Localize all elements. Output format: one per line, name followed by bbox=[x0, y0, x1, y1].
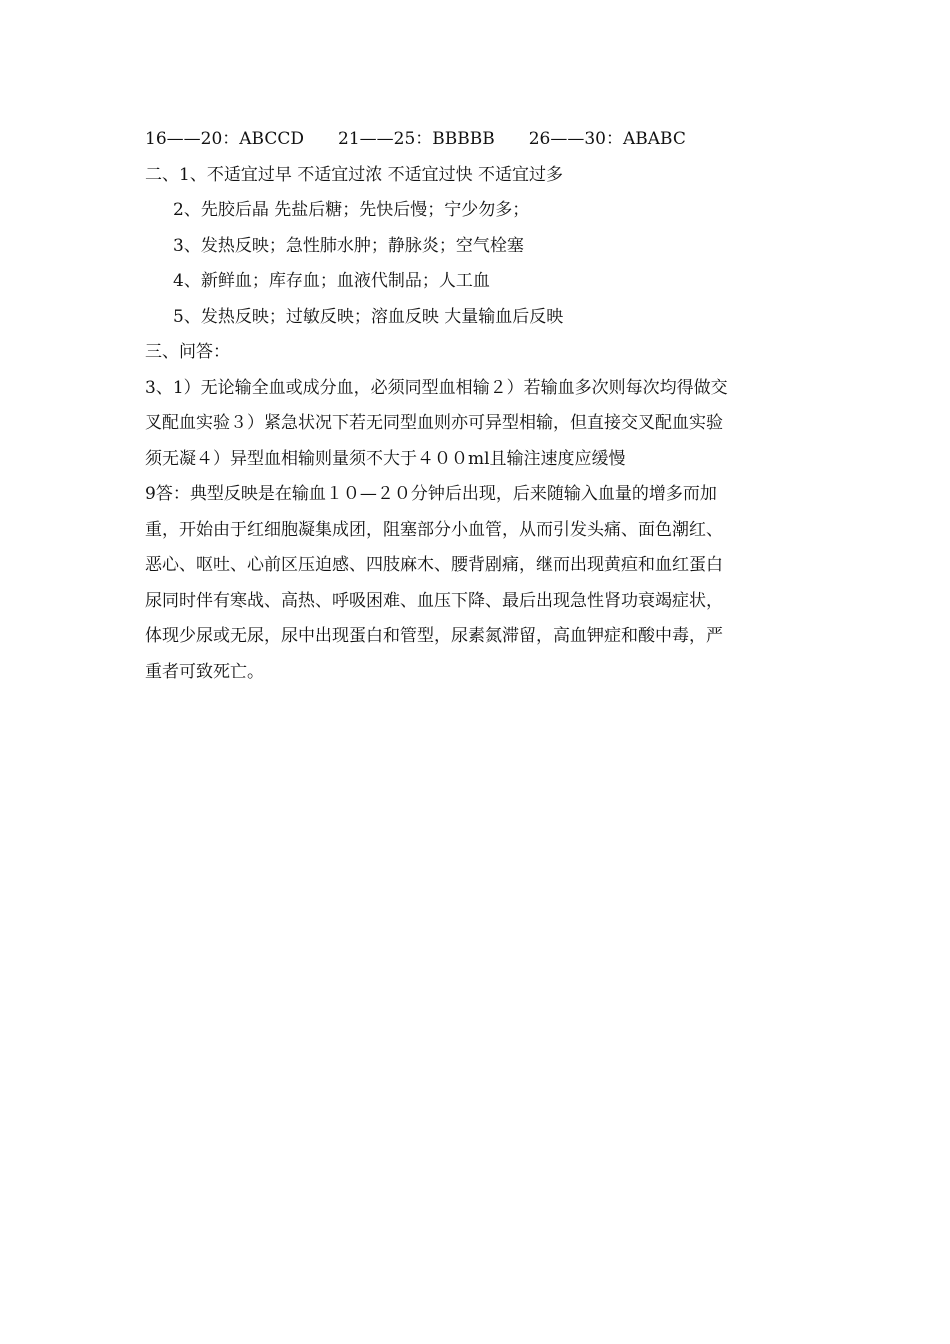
document-body bbox=[145, 122, 807, 690]
answer-q3-line: 须无凝４）异型血相输则量须不大于４００ml且输注速度应缓慢 bbox=[145, 448, 626, 469]
section2-item5: 5、发热反映；过敏反映；溶血反映 大量输血后反映 bbox=[173, 306, 564, 327]
answer-q9-line: 9答：典型反映是在输血１０—２０分钟后出现，后来随输入血量的增多而加 bbox=[145, 484, 717, 504]
section2-item2: 2、先胶后晶 先盐后糖；先快后慢；宁少勿多； bbox=[173, 200, 530, 220]
section2-item4: 4、新鲜血；库存血；血液代制品；人工血 bbox=[173, 271, 490, 291]
answer-q9-line: 重，开始由于红细胞凝集成团，阻塞部分小血管，从而引发头痛、面色潮红、 bbox=[145, 519, 723, 540]
answer-q9-line: 重者可致死亡。 bbox=[145, 661, 264, 682]
answer-q3-line: 叉配血实验３）紧急状况下若无同型血则亦可异型相输，但直接交叉配血实验 bbox=[145, 413, 723, 433]
answer-q9-line: 恶心、呕吐、心前区压迫感、四肢麻木、腰背剧痛，继而出现黄疸和血红蛋白 bbox=[145, 555, 723, 575]
answer-q9 bbox=[145, 477, 807, 690]
answer-q3-line: 3、1）无论输全血或成分血，必须同型血相输２）若输血多次则每次均得做交 bbox=[145, 377, 728, 398]
answer-q3 bbox=[145, 371, 807, 478]
answer-key-16-20: 16——20：ABCCD bbox=[145, 129, 304, 149]
answer-key-21-25: 21——25：BBBBB bbox=[338, 129, 495, 149]
section2-item3: 3、发热反映；急性肺水肿；静脉炎；空气栓塞 bbox=[173, 235, 524, 256]
section2-item1: 二、1、不适宜过早 不适宜过浓 不适宜过快 不适宜过多 bbox=[145, 164, 564, 185]
answer-key-row bbox=[145, 122, 807, 158]
answer-q9-line: 尿同时伴有寒战、高热、呼吸困难、血压下降、最后出现急性肾功衰竭症状， bbox=[145, 590, 723, 611]
answer-q9-line: 体现少尿或无尿，尿中出现蛋白和管型，尿素氮滞留，高血钾症和酸中毒，严 bbox=[145, 626, 723, 646]
section3-heading: 三、问答： bbox=[145, 342, 230, 362]
answer-key-26-30: 26——30：ABABC bbox=[528, 129, 686, 149]
